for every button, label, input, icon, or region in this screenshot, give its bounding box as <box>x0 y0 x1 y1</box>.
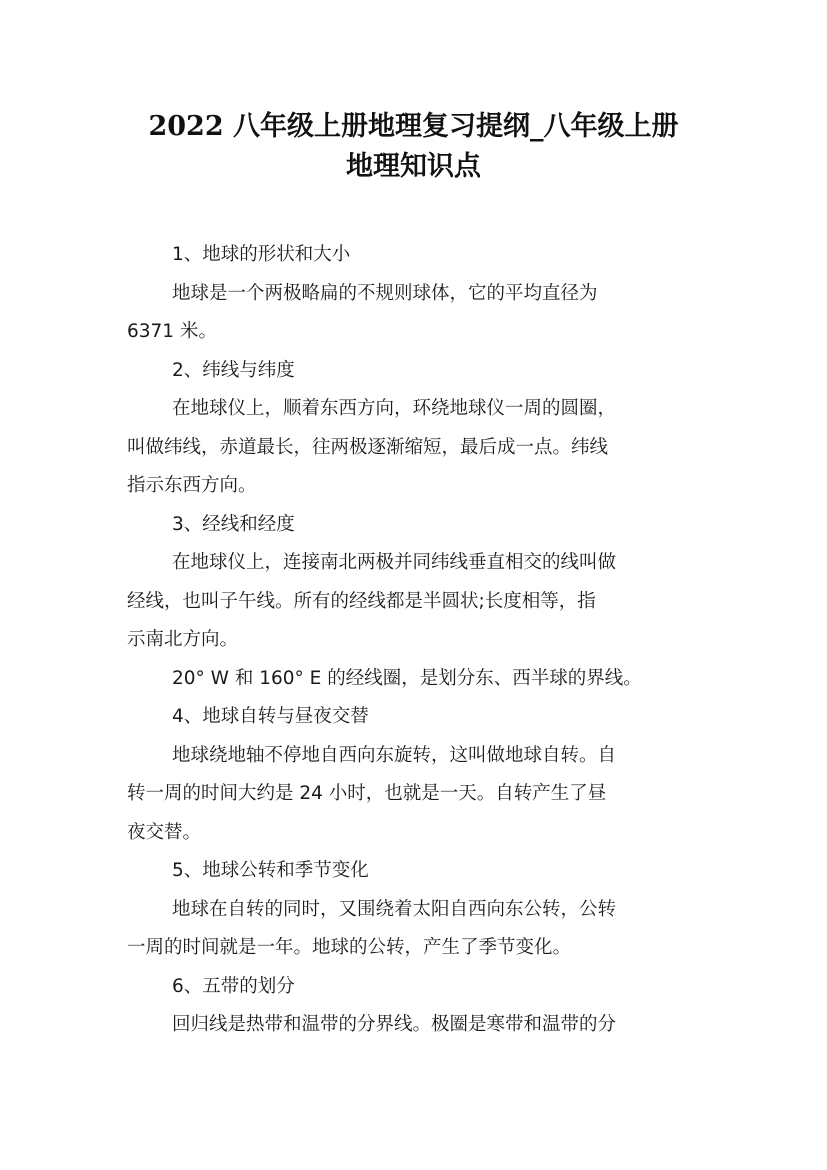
text-line: 地球绕地轴不停地自西向东旋转，这叫做地球自转。自 <box>172 744 617 766</box>
text-line: 2、纬线与纬度 <box>172 359 295 381</box>
text-line: 地球在自转的同时，又围绕着太阳自西向东公转，公转 <box>172 898 617 920</box>
paragraph <box>127 891 707 968</box>
document-title-line-1: 2022 八年级上册地理复习提纲_八年级上册 <box>148 111 679 142</box>
paragraph <box>127 390 707 506</box>
document-body <box>127 236 707 1045</box>
text-line: 转一周的时间大约是 24 小时，也就是一天。自转产生了昼 <box>127 783 607 804</box>
text-line: 指示东西方向。 <box>127 475 257 496</box>
section-heading <box>127 852 707 891</box>
section-heading <box>127 968 707 1007</box>
section-heading <box>127 236 707 275</box>
paragraph <box>127 660 707 699</box>
text-line: 夜交替。 <box>127 821 202 843</box>
text-line: 3、经线和经度 <box>172 513 295 535</box>
text-line: 20° W 和 160° E 的经线圈，是划分东、西半球的界线。 <box>172 667 642 689</box>
text-line: 在地球仪上，连接南北两极并同纬线垂直相交的线叫做 <box>172 552 617 573</box>
text-line: 6、五带的划分 <box>172 975 295 997</box>
paragraph <box>127 1006 707 1045</box>
paragraph <box>127 544 707 660</box>
paragraph <box>127 275 707 352</box>
text-line: 4、地球自转与昼夜交替 <box>172 706 369 727</box>
text-line: 经线，也叫子午线。所有的经线都是半圆状;长度相等，指 <box>127 590 596 612</box>
text-line: 示南北方向。 <box>127 629 239 650</box>
section-heading <box>127 506 707 545</box>
text-line: 一周的时间就是一年。地球的公转，产生了季节变化。 <box>127 937 572 958</box>
text-line: 叫做纬线，赤道最长，往两极逐渐缩短，最后成一点。纬线 <box>127 436 609 458</box>
text-line: 地球是一个两极略扁的不规则球体，它的平均直径为 <box>172 282 598 304</box>
document-title-line-2: 地理知识点 <box>346 151 481 182</box>
paragraph <box>127 737 707 853</box>
text-line: 回归线是热带和温带的分界线。极圈是寒带和温带的分 <box>172 1014 617 1035</box>
text-line: 5、地球公转和季节变化 <box>172 860 369 881</box>
text-line: 6371 米。 <box>127 321 217 342</box>
section-heading <box>127 352 707 391</box>
text-line: 1、地球的形状和大小 <box>172 244 351 265</box>
section-heading <box>127 698 707 737</box>
text-line: 在地球仪上，顺着东西方向，环绕地球仪一周的圆圈， <box>172 398 617 419</box>
